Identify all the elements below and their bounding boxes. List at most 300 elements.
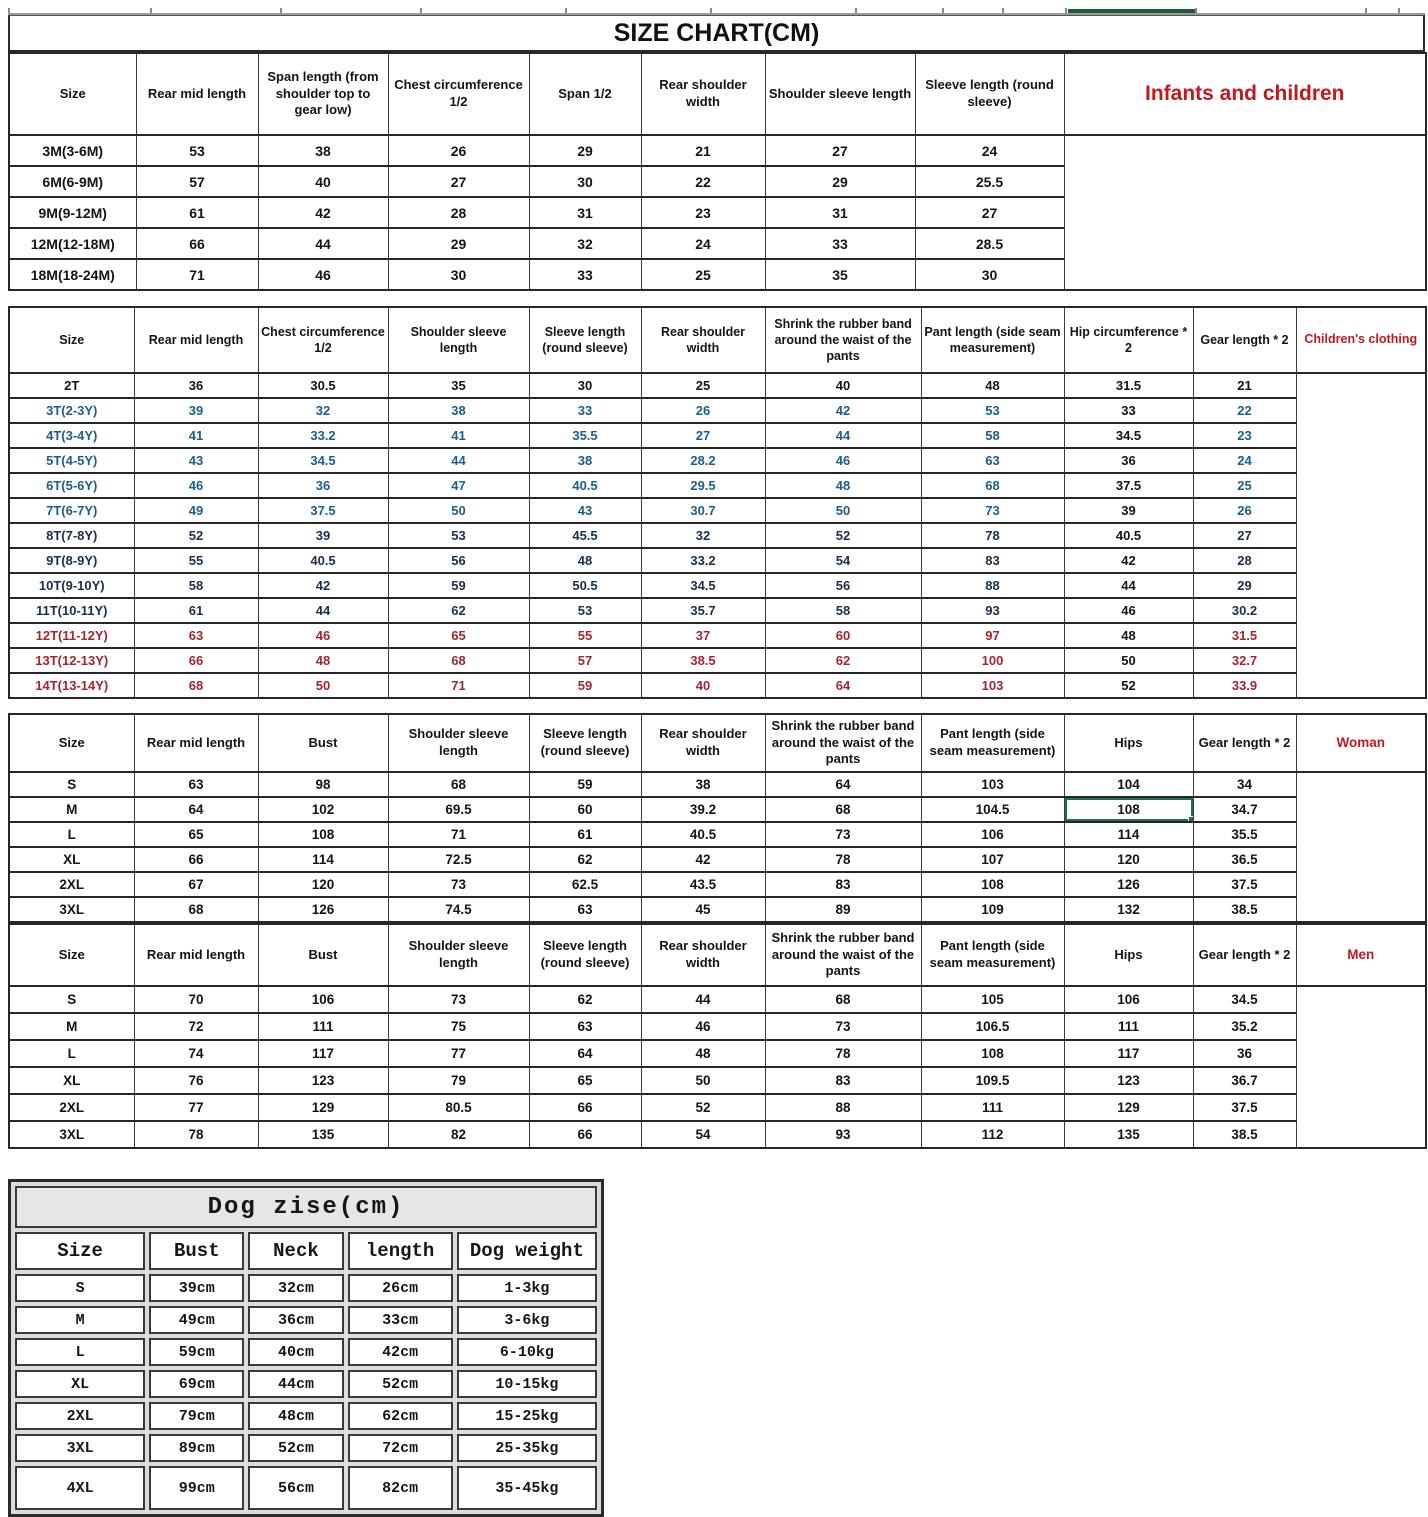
value-cell: 72 [134,1013,258,1040]
value-cell: 89cm [149,1434,244,1462]
table-row [9,573,1426,598]
column-header: Bust [258,714,388,772]
value-cell: 48cm [248,1402,343,1430]
value-cell: 34.7 [1193,797,1296,822]
value-cell: 88 [765,1094,921,1121]
column-header: Hips [1064,714,1193,772]
value-cell: 53 [921,398,1064,423]
table-row [15,1466,597,1510]
value-cell: 66 [136,228,258,259]
spreadsheet-top-gridline [8,0,1425,15]
table-row [9,1094,1426,1121]
column-header: Rear shoulder width [641,714,765,772]
size-cell: M [15,1306,145,1334]
table-row [9,1040,1426,1067]
value-cell: 21 [641,135,765,166]
column-header: Rear mid length [134,924,258,986]
value-cell: 23 [1193,423,1296,448]
value-cell: 53 [388,523,529,548]
size-cell: S [15,1274,145,1302]
column-header: Size [9,714,134,772]
value-cell: 43 [529,498,641,523]
value-cell: 38.5 [1193,897,1296,922]
value-cell: 38 [529,448,641,473]
header-row [15,1232,597,1270]
value-cell: 28 [388,197,529,228]
table-row [9,398,1426,423]
value-cell: 62 [529,847,641,872]
size-cell: 5T(4-5Y) [9,448,134,473]
value-cell: 31 [765,197,915,228]
group-label: Woman [1296,714,1426,772]
column-header: Pant length (side seam measurement) [921,307,1064,373]
value-cell: 64 [529,1040,641,1067]
value-cell: 26 [641,398,765,423]
size-cell: S [9,772,134,797]
group-label: Men [1296,924,1426,986]
value-cell: 21 [1193,373,1296,398]
value-cell: 52 [641,1094,765,1121]
column-header: Shoulder sleeve length [388,714,529,772]
value-cell: 100 [921,648,1064,673]
value-cell: 44cm [248,1370,343,1398]
table-row [15,1402,597,1430]
value-cell: 56 [388,548,529,573]
value-cell: 25-35kg [457,1434,597,1462]
value-cell: 48 [1064,623,1193,648]
value-cell: 112 [921,1121,1064,1148]
gridline-tick [1065,8,1067,13]
table-row [9,259,1426,290]
value-cell: 80.5 [388,1094,529,1121]
table-row [9,135,1426,166]
value-cell: 82cm [348,1466,453,1510]
column-header: Chest circumference 1/2 [258,307,388,373]
value-cell: 46 [258,259,388,290]
value-cell: 103 [921,673,1064,698]
value-cell: 74.5 [388,897,529,922]
selection-handle [1188,816,1194,822]
value-cell: 111 [1064,1013,1193,1040]
value-cell: 132 [1064,897,1193,922]
value-cell: 29 [765,166,915,197]
value-cell: 123 [1064,1067,1193,1094]
column-header: Size [9,307,134,373]
table-row [15,1274,597,1302]
value-cell: 38 [388,398,529,423]
column-header: Chest circumference 1/2 [388,53,529,135]
value-cell: 104.5 [921,797,1064,822]
column-header: Size [9,924,134,986]
column-header: Sleeve length (round sleeve) [529,924,641,986]
value-cell: 27 [765,135,915,166]
value-cell: 46 [765,448,921,473]
size-cell: 3T(2-3Y) [9,398,134,423]
value-cell: 53 [529,598,641,623]
value-cell: 111 [921,1094,1064,1121]
header-row [9,924,1426,986]
value-cell: 58 [765,598,921,623]
value-cell: 53 [136,135,258,166]
column-header: Rear mid length [136,53,258,135]
value-cell: 59 [529,772,641,797]
table-row [9,548,1426,573]
value-cell: 45 [641,897,765,922]
column-header: Pant length (side seam measurement) [921,924,1064,986]
gridline-tick [1365,8,1367,13]
value-cell: 36 [1064,448,1193,473]
column-header: Bust [258,924,388,986]
size-cell: 4XL [15,1466,145,1510]
value-cell: 78 [765,847,921,872]
value-cell: 114 [1064,822,1193,847]
value-cell: 120 [1064,847,1193,872]
value-cell: 82 [388,1121,529,1148]
value-cell: 34.5 [1064,423,1193,448]
value-cell: 42 [258,573,388,598]
value-cell: 60 [765,623,921,648]
value-cell: 65 [388,623,529,648]
value-cell: 69cm [149,1370,244,1398]
value-cell: 62.5 [529,872,641,897]
value-cell: 42 [1064,548,1193,573]
size-cell: 4T(3-4Y) [9,423,134,448]
value-cell: 135 [1064,1121,1193,1148]
table-row [9,847,1426,872]
size-cell: 6T(5-6Y) [9,473,134,498]
size-cell: 3XL [15,1434,145,1462]
value-cell: 36.7 [1193,1067,1296,1094]
header-row [9,307,1426,373]
value-cell: 37.5 [1193,872,1296,897]
value-cell: 32 [529,228,641,259]
table-row [9,166,1426,197]
value-cell: 54 [765,548,921,573]
men-size-table [8,923,1427,1149]
value-cell: 48 [258,648,388,673]
value-cell: 65 [134,822,258,847]
value-cell: 71 [388,673,529,698]
value-cell: 73 [388,872,529,897]
value-cell: 54 [641,1121,765,1148]
value-cell: 26 [1193,498,1296,523]
value-cell: 126 [1064,872,1193,897]
value-cell: 56cm [248,1466,343,1510]
value-cell: 93 [765,1121,921,1148]
size-cell: 11T(10-11Y) [9,598,134,623]
value-cell: 46 [258,623,388,648]
table-title: Dog zise(cm) [15,1186,597,1228]
column-header: Rear mid length [134,307,258,373]
value-cell: 26 [388,135,529,166]
value-cell: 36 [258,473,388,498]
value-cell: 49cm [149,1306,244,1334]
dog-size-table [8,1179,604,1517]
value-cell: 29 [529,135,641,166]
table-row [9,423,1426,448]
value-cell: 44 [258,598,388,623]
value-cell: 44 [258,228,388,259]
column-header: Bust [149,1232,244,1270]
value-cell: 67 [134,872,258,897]
value-cell: 70 [134,986,258,1013]
value-cell: 106 [258,986,388,1013]
value-cell: 66 [134,847,258,872]
value-cell: 38.5 [641,648,765,673]
gridline-tick [710,8,712,13]
size-cell: M [9,797,134,822]
size-cell: 2XL [9,1094,134,1121]
woman-size-table [8,713,1427,923]
value-cell: 66 [134,648,258,673]
column-header: Rear shoulder width [641,924,765,986]
value-cell: 68 [388,772,529,797]
value-cell: 52 [765,523,921,548]
value-cell: 71 [136,259,258,290]
size-cell: XL [15,1370,145,1398]
column-header: Sleeve length (round sleeve) [529,307,641,373]
value-cell: 50 [641,1067,765,1094]
gridline-tick [1195,8,1197,13]
page-title: SIZE CHART(CM) [8,15,1425,52]
value-cell: 71 [388,822,529,847]
value-cell: 25 [641,259,765,290]
table-row [9,373,1426,398]
value-cell: 52cm [248,1434,343,1462]
size-cell: XL [9,1067,134,1094]
value-cell: 59 [388,573,529,598]
value-cell: 48 [641,1040,765,1067]
column-header: Hip circumference * 2 [1064,307,1193,373]
value-cell: 50 [765,498,921,523]
value-cell: 59 [529,673,641,698]
gridline-tick [280,8,282,13]
value-cell: 64 [134,797,258,822]
value-cell: 61 [136,197,258,228]
group-label: Children's clothing [1296,307,1426,373]
value-cell: 109 [921,897,1064,922]
value-cell: 35 [765,259,915,290]
column-header: Size [9,53,136,135]
value-cell: 22 [641,166,765,197]
value-cell: 78 [134,1121,258,1148]
size-cell: 6M(6-9M) [9,166,136,197]
value-cell: 15-25kg [457,1402,597,1430]
value-cell: 126 [258,897,388,922]
size-cell: 3XL [9,1121,134,1148]
value-cell: 44 [388,448,529,473]
column-header: Rear shoulder width [641,307,765,373]
value-cell: 33 [529,259,641,290]
table-row [9,872,1426,897]
value-cell: 78 [921,523,1064,548]
column-header: Neck [248,1232,343,1270]
size-cell: M [9,1013,134,1040]
size-cell: 2T [9,373,134,398]
value-cell: 62cm [348,1402,453,1430]
size-cell: 12T(11-12Y) [9,623,134,648]
column-header: Gear length * 2 [1193,307,1296,373]
value-cell: 55 [529,623,641,648]
value-cell: 30 [388,259,529,290]
value-cell: 47 [388,473,529,498]
value-cell: 28.2 [641,448,765,473]
value-cell: 103 [921,772,1064,797]
header-row [9,714,1426,772]
value-cell: 105 [921,986,1064,1013]
value-cell: 77 [134,1094,258,1121]
value-cell: 88 [921,573,1064,598]
value-cell: 73 [921,498,1064,523]
value-cell: 68 [134,673,258,698]
value-cell: 66 [529,1094,641,1121]
value-cell: 39 [258,523,388,548]
column-header: Sleeve length (round sleeve) [529,714,641,772]
column-header: Shrink the rubber band around the waist of the pants [765,714,921,772]
column-header: Size [15,1232,145,1270]
table-row [15,1338,597,1366]
column-header: Rear mid length [134,714,258,772]
value-cell: 34.5 [641,573,765,598]
value-cell: 37 [641,623,765,648]
value-cell: 40.5 [529,473,641,498]
table-row [9,1067,1426,1094]
spacer [8,699,1428,713]
value-cell: 44 [765,423,921,448]
value-cell: 72.5 [388,847,529,872]
value-cell: 34.5 [1193,986,1296,1013]
value-cell: 109.5 [921,1067,1064,1094]
value-cell: 45.5 [529,523,641,548]
gridline-tick [420,8,422,13]
size-cell: 2XL [9,872,134,897]
table-row [9,797,1426,822]
value-cell: 30 [915,259,1064,290]
value-cell: 49 [134,498,258,523]
value-cell: 77 [388,1040,529,1067]
value-cell: 63 [921,448,1064,473]
size-cell: XL [9,847,134,872]
value-cell: 73 [765,822,921,847]
value-cell: 33 [765,228,915,259]
size-cell: 2XL [15,1402,145,1430]
value-cell: 33.2 [641,548,765,573]
value-cell: 114 [258,847,388,872]
value-cell: 26cm [348,1274,453,1302]
value-cell: 97 [921,623,1064,648]
value-cell: 59cm [149,1338,244,1366]
size-cell: 3M(3-6M) [9,135,136,166]
value-cell: 10-15kg [457,1370,597,1398]
value-cell: 40.5 [641,822,765,847]
size-cell: 12M(12-18M) [9,228,136,259]
group-label: Infants and children [1064,53,1426,135]
table-row [9,897,1426,922]
value-cell: 1-3kg [457,1274,597,1302]
value-cell: 32cm [248,1274,343,1302]
table-row [9,822,1426,847]
value-cell: 31.5 [1064,373,1193,398]
value-cell: 74 [134,1040,258,1067]
value-cell: 39 [1064,498,1193,523]
value-cell: 25.5 [915,166,1064,197]
value-cell: 33.9 [1193,673,1296,698]
value-cell: 23 [641,197,765,228]
value-cell: 42cm [348,1338,453,1366]
value-cell: 117 [1064,1040,1193,1067]
value-cell: 65 [529,1067,641,1094]
value-cell: 42 [641,847,765,872]
value-cell: 35.5 [529,423,641,448]
value-cell: 48 [765,473,921,498]
value-cell: 57 [529,648,641,673]
column-header: Sleeve length (round sleeve) [915,53,1064,135]
value-cell: 79 [388,1067,529,1094]
value-cell: 83 [765,872,921,897]
value-cell: 25 [641,373,765,398]
table-row [15,1434,597,1462]
value-cell: 28 [1193,548,1296,573]
value-cell: 33 [1064,398,1193,423]
table-row [9,623,1426,648]
value-cell: 68 [765,797,921,822]
value-cell: 83 [921,548,1064,573]
value-cell: 30.2 [1193,598,1296,623]
value-cell: 39cm [149,1274,244,1302]
value-cell: 61 [134,598,258,623]
value-cell: 32 [641,523,765,548]
value-cell: 27 [641,423,765,448]
value-cell: 66 [529,1121,641,1148]
value-cell: 83 [765,1067,921,1094]
value-cell: 63 [134,623,258,648]
value-cell: 79cm [149,1402,244,1430]
value-cell: 61 [529,822,641,847]
value-cell: 37.5 [1193,1094,1296,1121]
value-cell: 55 [134,548,258,573]
value-cell: 24 [641,228,765,259]
column-header: Shoulder sleeve length [765,53,915,135]
gridline-tick [8,8,10,13]
value-cell: 30 [529,373,641,398]
value-cell: 30 [529,166,641,197]
value-cell: 39.2 [641,797,765,822]
value-cell: 35 [388,373,529,398]
value-cell: 6-10kg [457,1338,597,1366]
gridline-tick [1002,8,1004,13]
gridline-tick [855,8,857,13]
value-cell: 27 [1193,523,1296,548]
column-header: Span 1/2 [529,53,641,135]
value-cell: 106.5 [921,1013,1064,1040]
table-row [9,772,1426,797]
value-cell: 62 [529,986,641,1013]
value-cell: 35.5 [1193,822,1296,847]
value-cell: 50.5 [529,573,641,598]
gridline-tick [565,8,567,13]
value-cell: 27 [915,197,1064,228]
value-cell: 123 [258,1067,388,1094]
table-title-row [15,1186,597,1228]
value-cell: 33cm [348,1306,453,1334]
value-cell: 75 [388,1013,529,1040]
value-cell: 56 [765,573,921,598]
value-cell: 42 [765,398,921,423]
size-cell: 9M(9-12M) [9,197,136,228]
value-cell: 106 [1064,986,1193,1013]
value-cell: 108 [921,1040,1064,1067]
value-cell: 63 [529,1013,641,1040]
